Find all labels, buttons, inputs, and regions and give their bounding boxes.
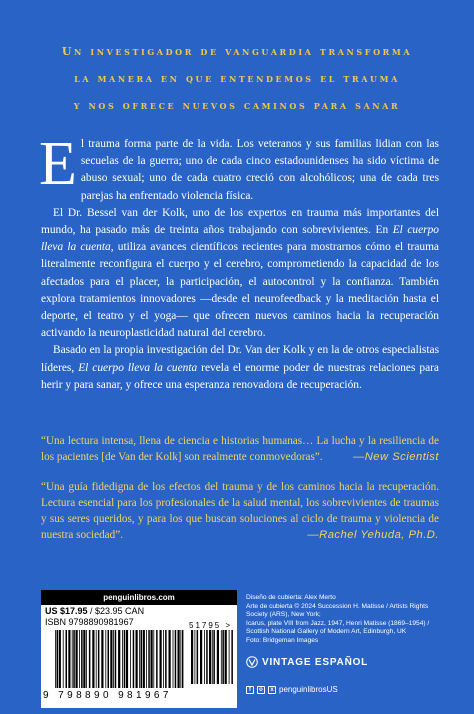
- barcode-bar: [182, 630, 184, 688]
- credit-line: Diseño de cubierta: Alex Merto: [246, 594, 336, 601]
- book-title: El cuerpo lleva la cuenta: [78, 361, 198, 374]
- barcode-bar: [221, 630, 222, 684]
- barcode-bar: [59, 630, 61, 688]
- credit-line: Foto: Bridgeman Images: [246, 636, 319, 644]
- barcode-bar: [200, 630, 202, 684]
- cover-credits: [246, 594, 446, 646]
- paragraph-3: [41, 342, 439, 394]
- barcode-bar: [92, 630, 94, 688]
- barcode-bar: [130, 630, 131, 688]
- addon-code: 51795 >: [189, 621, 233, 630]
- credit-line: Arte de cubierta © 2024 Succession H. Matisse / Artists Rights Society (ARS), New York;: [246, 602, 429, 619]
- headline-line: y nos ofrece nuevos caminos para sanar: [73, 99, 401, 112]
- barcode-bar: [126, 630, 128, 688]
- barcode-bar: [206, 630, 208, 684]
- review-quote: [41, 433, 439, 465]
- paragraph-3-text-b: revela el enorme poder de nuestras relaciones para herir y para sanar, y ofrece una esperanza renovadora de recuperación.: [41, 361, 439, 391]
- social-handle: penguinlibrosUS: [279, 685, 338, 694]
- review-quote: [41, 479, 439, 543]
- barcode-bar: [212, 630, 213, 684]
- barcode-bar: [83, 630, 85, 688]
- publisher-site: penguinlibros.com: [41, 590, 237, 605]
- description: [39, 130, 439, 394]
- barcode-bar: [156, 630, 158, 688]
- barcode-bar: [151, 630, 153, 688]
- barcode-bar: [66, 630, 68, 688]
- paragraph-3-text-a: Basado en la propia investigación del Dr. Van der Kolk y en la de otros especialistas líderes,: [41, 344, 439, 374]
- barcode-bar: [55, 630, 56, 688]
- barcode-bar: [160, 630, 162, 688]
- quote-attribution: —Rachel Yehuda, Ph.D.: [307, 529, 439, 541]
- barcode-bar: [57, 630, 59, 688]
- barcode-bar: [76, 630, 78, 688]
- barcode-bar: [98, 630, 100, 688]
- barcode-bar: [180, 630, 181, 688]
- vintage-logo-icon: [246, 656, 258, 668]
- barcode-bar: [133, 630, 135, 688]
- credit-line: Icarus, plate VIII from Jazz, 1947, Henri Matisse (1869–1954) / Scottish National Gallery of Modern Art, Edinburgh, UK: [246, 619, 430, 636]
- price-can: / $23.95 CAN: [87, 606, 145, 616]
- barcode-bar: [217, 630, 219, 684]
- barcode-bar: [169, 630, 171, 688]
- barcode-bar: [148, 630, 150, 688]
- paragraph-2-text-a: El Dr. Bessel van der Kolk, uno de los expertos en trauma más importantes del mundo, ha pasado más de treinta años trabajando con sobrevivientes. En: [41, 206, 439, 237]
- barcode-bar: [115, 630, 117, 688]
- barcode-panel: [41, 590, 237, 708]
- isbn: ISBN 9798890981967: [45, 617, 134, 627]
- barcode-bar: [81, 630, 83, 688]
- paragraph-1-text: l trauma forma parte de la vida. Los veteranos y sus familias lidian con las secuelas de la guerra; uno de cada cinco estadounidenses ha sido víctima de abuso sexual; uno de cada cuatro creció con alcohólicos; una de cada tres parejas ha enfrentado violencia física.: [80, 138, 439, 202]
- paragraph-2-text-b: , utiliza avances científicos recientes para mostrarnos cómo el trauma literalmente reconfigura el cuerpo y el cerebro, comprometiendo la capacidad de los afectados para el placer, la participación, el autocontrol y la confianza. También explora tratamientos innovadores —desde el neurofeedback y la meditación hasta el deporte, el teatro y el yoga— que ofrecen nuevos caminos hacia la recuperación activando la neuroplasticidad natural del cerebro.: [41, 241, 439, 340]
- barcode-bar: [146, 630, 147, 688]
- instagram-icon: o: [257, 686, 265, 694]
- paragraph-1: [39, 130, 439, 205]
- barcode-bar: [204, 630, 205, 684]
- barcode-bar: [124, 630, 126, 688]
- price: [45, 606, 144, 616]
- barcode-bar: [86, 630, 87, 688]
- barcode-bar: [136, 630, 138, 688]
- publisher-logo: [246, 656, 368, 668]
- barcode-bar: [139, 630, 140, 688]
- barcode-bar: [79, 630, 80, 688]
- barcode-bar: [143, 630, 145, 688]
- barcode-bar: [163, 630, 164, 688]
- drop-cap: E: [39, 130, 77, 198]
- barcode-bar: [108, 630, 110, 688]
- quote-text: “Una lectura intensa, llena de ciencia e historias humanas… La lucha y la resiliencia de los pacientes [de Van der Kolk] son realmente conmovedoras”.: [41, 435, 439, 463]
- headline: [0, 38, 474, 119]
- barcode-bar: [165, 630, 167, 688]
- barcode-bar: [110, 630, 112, 688]
- barcode-bar: [72, 630, 73, 688]
- book-title: El cuerpo lleva la cuenta: [41, 224, 439, 254]
- barcode-bar: [209, 630, 211, 684]
- headline-line: Un investigador de vanguardia transforma: [61, 45, 413, 58]
- paragraph-2: [41, 205, 439, 343]
- publisher-name: VINTAGE ESPAÑOL: [262, 656, 369, 668]
- quote-text: “Una guía fidedigna de los efectos del trauma y de los caminos hacia la recuperación. Lectura esencial para los profesionales de la salud mental, los sobrevivientes de traumas y sus seres queridos, y para los que buscan soluciones al ciclo de trauma y violencia de nuestra sociedad”.: [41, 481, 439, 541]
- barcode-bar: [118, 630, 120, 688]
- barcode-bar: [231, 630, 233, 684]
- barcode-bar: [222, 630, 224, 684]
- barcode-bar: [229, 630, 230, 684]
- barcode-bar: [178, 630, 180, 688]
- barcode-bar: [122, 630, 123, 688]
- barcode-bar: [68, 630, 70, 688]
- isbn-digits: 9 798890 981967: [43, 690, 172, 701]
- headline-line: la manera en que entendemos el trauma: [74, 72, 400, 85]
- barcode-bar: [113, 630, 114, 688]
- barcode-bar: [225, 630, 227, 684]
- social-links: [246, 685, 338, 694]
- barcode-bar: [173, 630, 174, 688]
- barcode-bar: [153, 630, 154, 688]
- addon-barcode-bars: [191, 630, 233, 684]
- price-us: US $17.95: [45, 606, 88, 616]
- barcode-bar: [175, 630, 177, 688]
- barcode-bar: [73, 630, 75, 688]
- barcode-bar: [101, 630, 103, 688]
- barcode-bar: [105, 630, 106, 688]
- barcode-bar: [141, 630, 143, 688]
- facebook-icon: f: [246, 686, 254, 694]
- quote-attribution: —New Scientist: [353, 451, 439, 463]
- x-icon: x: [268, 686, 276, 694]
- barcode-bar: [195, 630, 196, 684]
- barcode-bar: [89, 630, 91, 688]
- barcode-bar: [63, 630, 64, 688]
- barcode-bars: [55, 630, 185, 688]
- barcode-bar: [96, 630, 97, 688]
- barcode-bar: [191, 630, 193, 684]
- barcode-bar: [213, 630, 215, 684]
- barcode-bar: [197, 630, 199, 684]
